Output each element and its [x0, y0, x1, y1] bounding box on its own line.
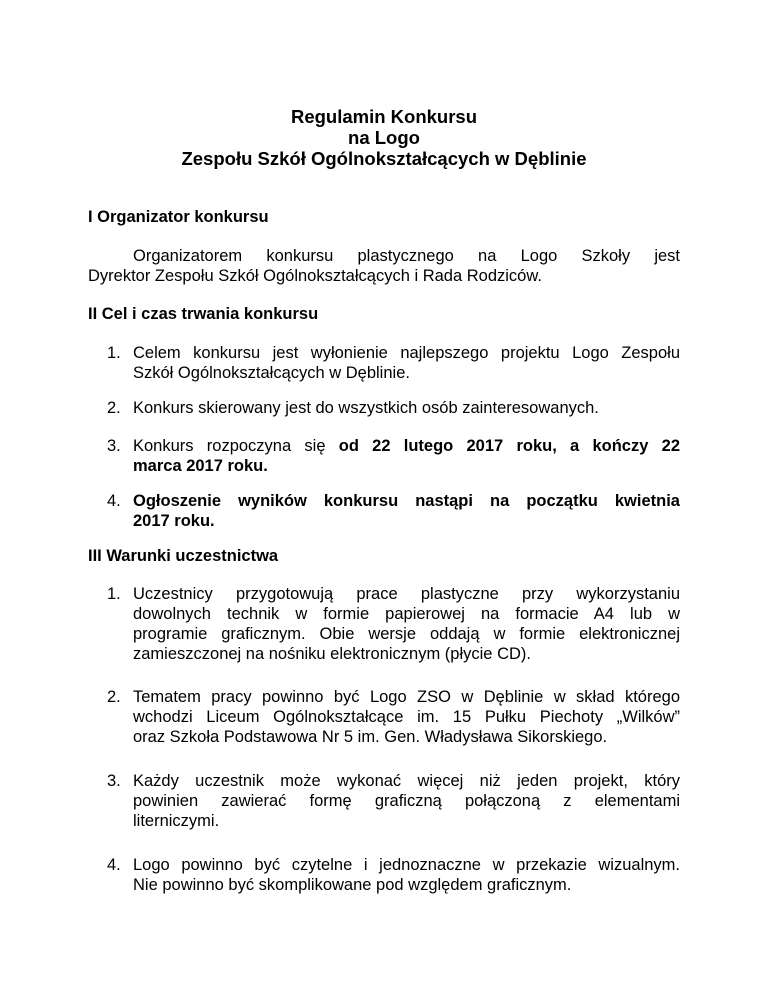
section-1-paragraph	[88, 246, 680, 286]
item-number: 2.	[107, 688, 121, 706]
section-3-item-1	[107, 584, 680, 664]
item-text-line: Uczestnicy przygotowują prace plastyczne przy wykorzystaniu	[133, 585, 680, 603]
section-3-item-2	[107, 687, 680, 747]
item-text-line: zamieszczonej na nośniku elektronicznym (płycie CD).	[133, 645, 531, 663]
title-line-2: na Logo	[348, 127, 420, 148]
item-text-plain: Konkurs rozpoczyna się	[133, 437, 339, 455]
item-text-line	[133, 436, 680, 456]
section-2-item-4	[107, 491, 680, 531]
item-text-line: Logo powinno być czytelne i jednoznaczne w przekazie wizualnym.	[133, 856, 680, 874]
item-text-line: Konkurs skierowany jest do wszystkich osób zainteresowanych.	[133, 399, 599, 417]
section-1-paragraph-line-2: Dyrektor Zespołu Szkół Ogólnokształcących i Rada Rodziców.	[88, 267, 542, 285]
section-1-paragraph-line-1: Organizatorem konkursu plastycznego na Logo Szkoły jest	[133, 247, 680, 265]
section-3-item-3	[107, 771, 680, 831]
item-number: 4.	[107, 492, 121, 510]
item-text-line: literniczymi.	[133, 812, 220, 830]
section-1-heading: I Organizator konkursu	[88, 208, 269, 226]
item-text-line: programie graficznym. Obie wersje oddają w formie elektronicznej	[133, 625, 680, 643]
item-text-line: Celem konkursu jest wyłonienie najlepszego projektu Logo Zespołu	[133, 344, 680, 362]
item-text-line: Tematem pracy powinno być Logo ZSO w Dęblinie w skład którego	[133, 688, 680, 706]
section-2-heading: II Cel i czas trwania konkursu	[88, 305, 319, 323]
item-text-bold: od 22 lutego 2017 roku, a kończy 22	[338, 437, 680, 455]
section-2-item-1	[107, 343, 680, 383]
section-2-item-3	[107, 436, 680, 476]
document-title	[0, 106, 768, 169]
item-number: 1.	[107, 585, 121, 603]
item-number: 3.	[107, 437, 121, 455]
item-text-line-bold: 2017 roku.	[133, 512, 215, 530]
title-line-1: Regulamin Konkursu	[290, 106, 478, 127]
item-text-line: Szkół Ogólnokształcących w Dęblinie.	[133, 364, 410, 382]
title-line-3: Zespołu Szkół Ogólnokształcących w Dęblinie	[181, 148, 587, 169]
item-text-line: oraz Szkoła Podstawowa Nr 5 im. Gen. Władysława Sikorskiego.	[133, 728, 608, 746]
item-number: 2.	[107, 399, 121, 417]
item-text-line: powinien zawierać formę graficzną połączoną z elementami	[133, 792, 680, 810]
item-text-line-bold: marca 2017 roku.	[133, 457, 268, 475]
section-2-item-2	[107, 398, 680, 418]
item-text-line: wchodzi Liceum Ogólnokształcące im. 15 Pułku Piechoty „Wilków”	[133, 708, 680, 726]
item-text-line: dowolnych technik w formie papierowej na formacie A4 lub w	[133, 605, 680, 623]
item-number: 1.	[107, 344, 121, 362]
item-text-line: Każdy uczestnik może wykonać więcej niż jeden projekt, który	[133, 772, 680, 790]
section-3-item-4	[107, 855, 680, 895]
item-text-line-bold: Ogłoszenie wyników konkursu nastąpi na początku kwietnia	[133, 492, 680, 510]
item-number: 3.	[107, 772, 121, 790]
section-3-heading: III Warunki uczestnictwa	[88, 547, 279, 565]
item-text-line: Nie powinno być skomplikowane pod względem graficznym.	[133, 876, 572, 894]
item-number: 4.	[107, 856, 121, 874]
